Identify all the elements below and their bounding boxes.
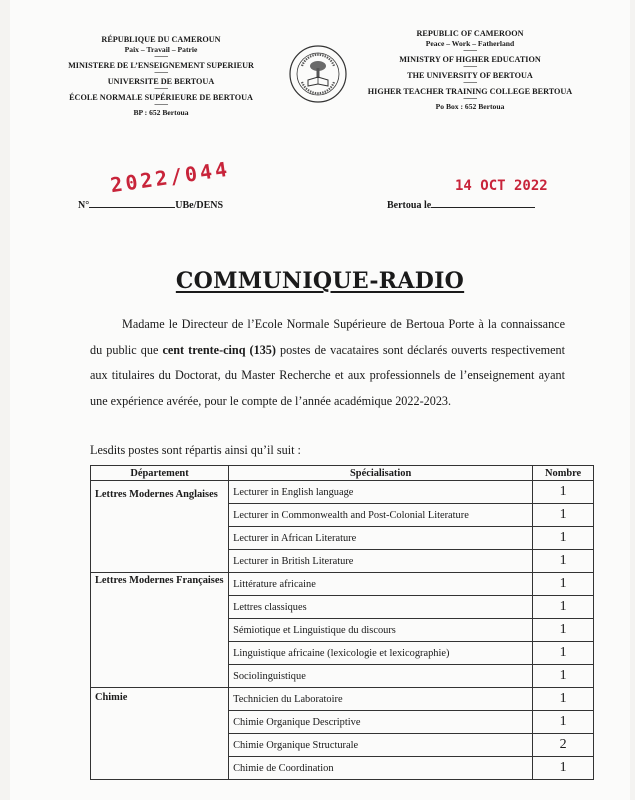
count-cell: 1 — [533, 550, 594, 573]
header-right-divider: --------- — [463, 95, 477, 102]
specialisation-cell: Chimie de Coordination — [229, 757, 533, 780]
count-cell: 2 — [533, 734, 594, 757]
count-cell: 1 — [533, 596, 594, 619]
department-cell: Lettres Modernes Anglaises — [91, 481, 229, 573]
header-left — [46, 34, 276, 118]
reference-prefix: N° — [78, 200, 90, 211]
count-cell: 1 — [533, 757, 594, 780]
header-right — [350, 28, 590, 112]
intro-text-bold: cent trente-cinq (135) — [162, 342, 276, 357]
specialisation-cell: Lecturer in Commonwealth and Post-Colonial Literature — [229, 504, 533, 527]
header-right-ministry: MINISTRY OF HIGHER EDUCATION — [399, 55, 541, 65]
count-cell: 1 — [533, 527, 594, 550]
header-right-country: REPUBLIC OF CAMEROON — [416, 29, 524, 38]
count-cell: 1 — [533, 573, 594, 596]
header-left-divider: --------- — [154, 54, 168, 61]
count-cell: 1 — [533, 619, 594, 642]
header-right-university: THE UNIVERSITY OF BERTOUA — [407, 70, 533, 80]
header-right-box: Po Box : 652 Bertoua — [435, 101, 505, 111]
header-right-school: HIGHER TEACHER TRAINING COLLEGE BERTOUA — [367, 86, 573, 96]
date-underline — [431, 197, 535, 208]
header-right-divider: --------- — [463, 64, 477, 71]
count-cell: 1 — [533, 504, 594, 527]
specialisation-cell: Chimie Organique Structurale — [229, 734, 533, 757]
specialisation-cell: Linguistique africaine (lexicologie et lexicographie) — [229, 642, 533, 665]
header-left-box: BP : 652 Bertoua — [133, 107, 189, 117]
specialisation-cell: Sémiotique et Linguistique du discours — [229, 619, 533, 642]
header-right-motto: Peace – Work – Fatherland — [425, 39, 515, 49]
header-left-country: RÉPUBLIQUE DU CAMEROUN — [101, 35, 221, 44]
header-left-ministry: MINISTERE DE L’ENSEIGNEMENT SUPERIEUR — [68, 61, 254, 71]
count-cell: 1 — [533, 642, 594, 665]
date-stamp: 14 OCT 2022 — [455, 178, 548, 194]
header-right-divider: --------- — [463, 48, 477, 55]
specialisation-cell: Lecturer in British Literature — [229, 550, 533, 573]
intro-text-before: Madame le Directeur de l’Ecole Normale Supérieure de Bertoua Porte à la connaissance du public que — [90, 317, 565, 357]
document-page — [10, 0, 630, 800]
specialisation-cell: Lecturer in African Literature — [229, 527, 533, 550]
list-intro: Lesdits postes sont répartis ainsi qu’il suit : — [90, 443, 301, 457]
specialisation-cell: Lecturer in English language — [229, 481, 533, 504]
header-left-divider: --------- — [154, 101, 168, 108]
table-row — [91, 481, 594, 504]
header-left-motto: Paix – Travail – Patrie — [124, 45, 198, 55]
reference-suffix: UBe/DENS — [175, 200, 224, 211]
intro-paragraph — [90, 312, 565, 414]
specialisation-cell: Technicien du Laboratoire — [229, 688, 533, 711]
table-row — [91, 573, 594, 596]
reference-number-stamp: 2022/044 — [108, 156, 232, 198]
header-count: Nombre — [533, 466, 594, 481]
intro-text-after: postes de vacataires sont déclarés ouverts respectivement aux titulaires du Doctorat, du Master Recherche et aux professionnels de l’enseignement ayant une expérience avérée, pour le compte de l’année académique 2022-2023. — [90, 342, 565, 408]
place-label: Bertoua le — [387, 200, 432, 211]
department-cell: Lettres Modernes Françaises — [91, 573, 229, 688]
count-cell: 1 — [533, 481, 594, 504]
header-left-divider: --------- — [154, 70, 168, 77]
count-cell: 1 — [533, 688, 594, 711]
header-left-university: UNIVERSITE DE BERTOUA — [107, 76, 215, 86]
header-right-divider: --------- — [463, 80, 477, 87]
reference-line — [78, 197, 223, 211]
university-seal-icon — [288, 44, 348, 104]
specialisation-cell: Chimie Organique Descriptive — [229, 711, 533, 734]
reference-underline — [89, 197, 175, 208]
header-specialisation: Spécialisation — [229, 466, 533, 481]
count-cell: 1 — [533, 665, 594, 688]
header-department: Département — [91, 466, 229, 481]
specialisation-cell: Littérature africaine — [229, 573, 533, 596]
department-cell: Chimie — [91, 688, 229, 780]
table-header-row — [91, 466, 594, 481]
header-left-divider: --------- — [154, 86, 168, 93]
specialisation-cell: Sociolinguistique — [229, 665, 533, 688]
positions-table — [90, 465, 594, 780]
count-cell: 1 — [533, 711, 594, 734]
place-date-line — [387, 197, 535, 211]
specialisation-cell: Lettres classiques — [229, 596, 533, 619]
table-row — [91, 688, 594, 711]
page-title: COMMUNIQUE-RADIO — [175, 268, 465, 294]
header-left-school: ÉCOLE NORMALE SUPÉRIEURE DE BERTOUA — [69, 92, 253, 102]
